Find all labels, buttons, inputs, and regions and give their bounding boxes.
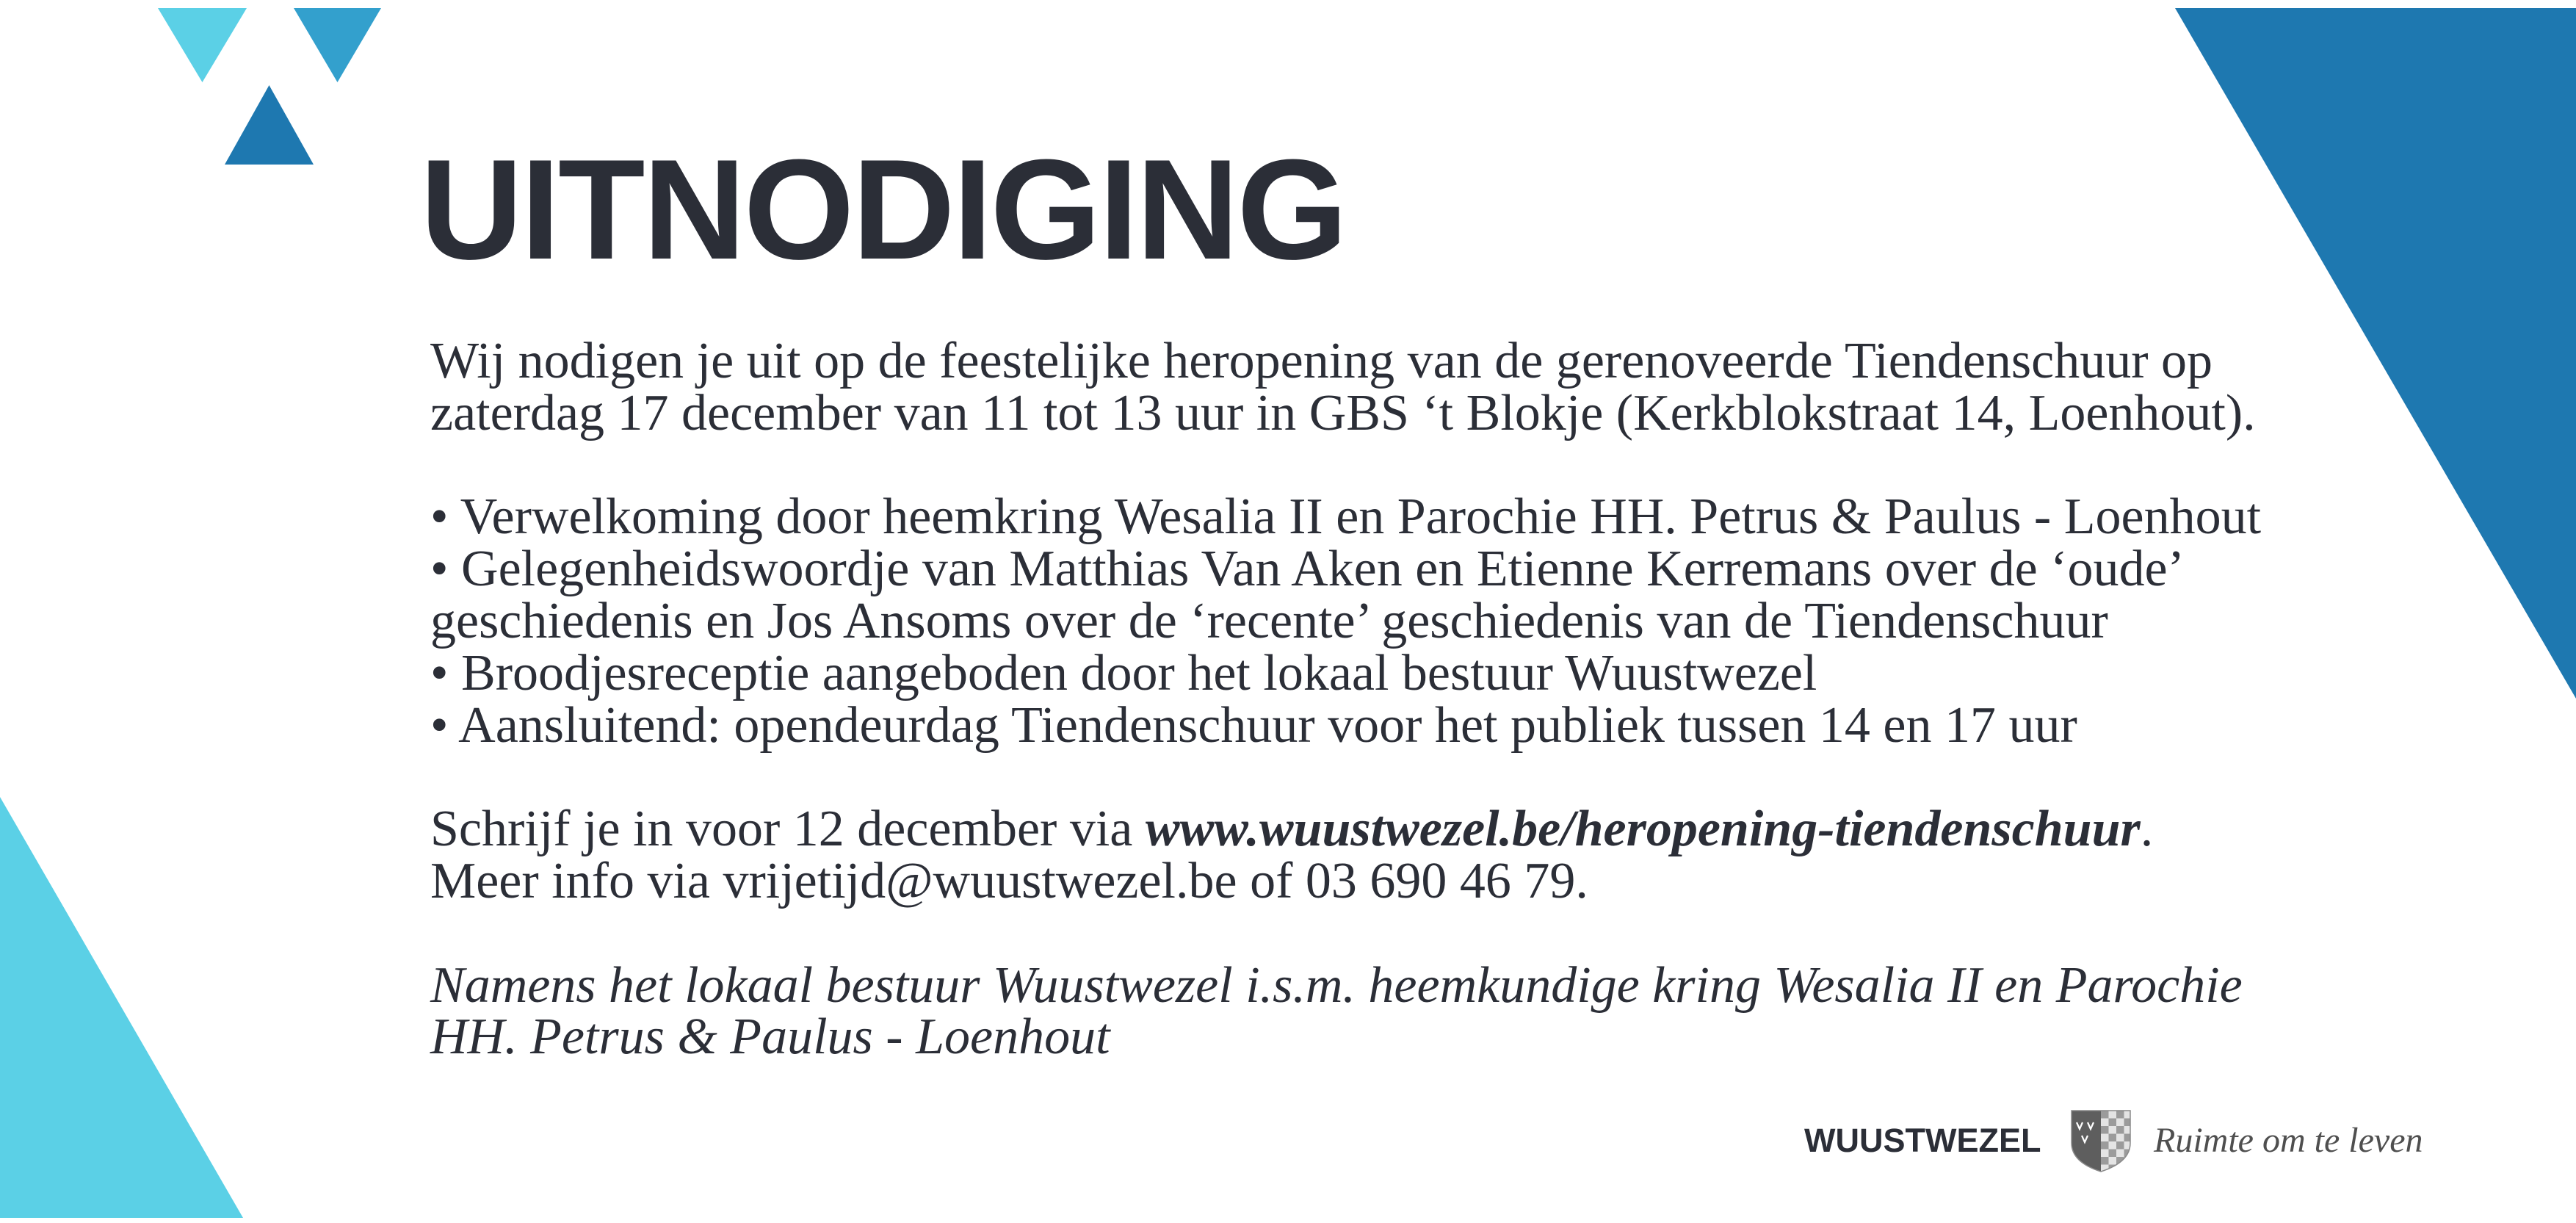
shield-body bbox=[2070, 1109, 2132, 1172]
contact-line bbox=[430, 852, 2261, 909]
decor-triangle-bottom-left bbox=[0, 797, 243, 1218]
contact-text: Meer info via bbox=[430, 852, 710, 909]
municipal-shield-icon bbox=[2070, 1109, 2132, 1172]
signup-line bbox=[430, 801, 2261, 858]
registration-info bbox=[430, 801, 2261, 909]
signup-text: Schrijf je in voor 12 december via bbox=[430, 801, 1133, 858]
program-item-text: Aansluitend: opendeurdag Tiendenschuur voor het publiek tussen 14 en 17 uur bbox=[458, 696, 2077, 754]
program-item-text: Broodjesreceptie aangeboden door het lokaal bestuur Wuustwezel bbox=[461, 644, 1817, 701]
program-item-speeches bbox=[430, 541, 2261, 649]
closing-line: HH. Petrus & Paulus - Loenhout bbox=[430, 1009, 1110, 1066]
tagline: Ruimte om te leven bbox=[2154, 1121, 2423, 1160]
program-item-line bbox=[430, 592, 2261, 649]
program-item-text: Verwelkoming door heemkring Wesalia II en Parochie HH. Petrus & Paulus - Loenhout bbox=[460, 488, 2262, 546]
program-item-line bbox=[430, 541, 2261, 598]
page-title: UITNODIGING bbox=[420, 130, 1346, 289]
list-bullet: • bbox=[430, 696, 449, 754]
intro-paragraph bbox=[430, 333, 2261, 441]
paragraph-spacer bbox=[430, 908, 2261, 960]
shield-right-checker bbox=[2101, 1109, 2132, 1172]
program-item-line bbox=[430, 488, 2262, 546]
program-item-text-continued: geschiedenis en Jos Ansoms over de ‘recente’ geschiedenis van de Tiendenschuur bbox=[430, 592, 2108, 649]
signup-period: . bbox=[2140, 801, 2154, 858]
program-item-text: Gelegenheidswoordje van Matthias Van Aken en Etienne Kerremans over de ‘oude’ bbox=[461, 541, 2185, 598]
contact-phone: 03 690 46 79 bbox=[1305, 852, 1576, 909]
decor-triangle-mid-top bbox=[294, 8, 381, 82]
contact-joiner: of bbox=[1250, 852, 1293, 909]
intro-line: Wij nodigen je uit op de feestelijke heropening van de gerenoveerde Tiendenschuur op bbox=[430, 333, 2213, 389]
paragraph-spacer bbox=[430, 751, 2261, 804]
decor-triangle-dark-top bbox=[225, 85, 314, 165]
list-bullet: • bbox=[430, 541, 449, 598]
program-item-reception bbox=[430, 644, 2261, 701]
paragraph-spacer bbox=[430, 440, 2261, 492]
intro-line: zaterdag 17 december van 11 tot 13 uur in GBS ‘t Blokje (Kerkblokstraat 14, Loenhout). bbox=[430, 384, 2256, 441]
program-item-line bbox=[430, 696, 2261, 754]
program-item-open-day bbox=[430, 696, 2261, 754]
list-bullet: • bbox=[430, 488, 449, 546]
contact-email-link[interactable]: vrijetijd@wuustwezel.be bbox=[723, 852, 1237, 909]
contact-period: . bbox=[1575, 852, 1588, 909]
closing-line: Namens het lokaal bestuur Wuustwezel i.s.m. heemkundige kring Wesalia II en Parochie bbox=[430, 956, 2243, 1014]
list-bullet: • bbox=[430, 644, 449, 701]
program-item-welcome bbox=[430, 488, 2262, 546]
program-list bbox=[430, 488, 2262, 754]
wuustwezel-logo-wordmark: WUUSTWEZEL bbox=[1804, 1122, 2041, 1159]
program-item-line bbox=[430, 644, 2261, 701]
invitation-body bbox=[430, 333, 2262, 1066]
signup-url-link[interactable]: www.wuustwezel.be/heropening-tiendenschuur bbox=[1145, 801, 2141, 858]
decor-triangle-light-top bbox=[158, 8, 247, 82]
closing-signature bbox=[430, 956, 2261, 1066]
